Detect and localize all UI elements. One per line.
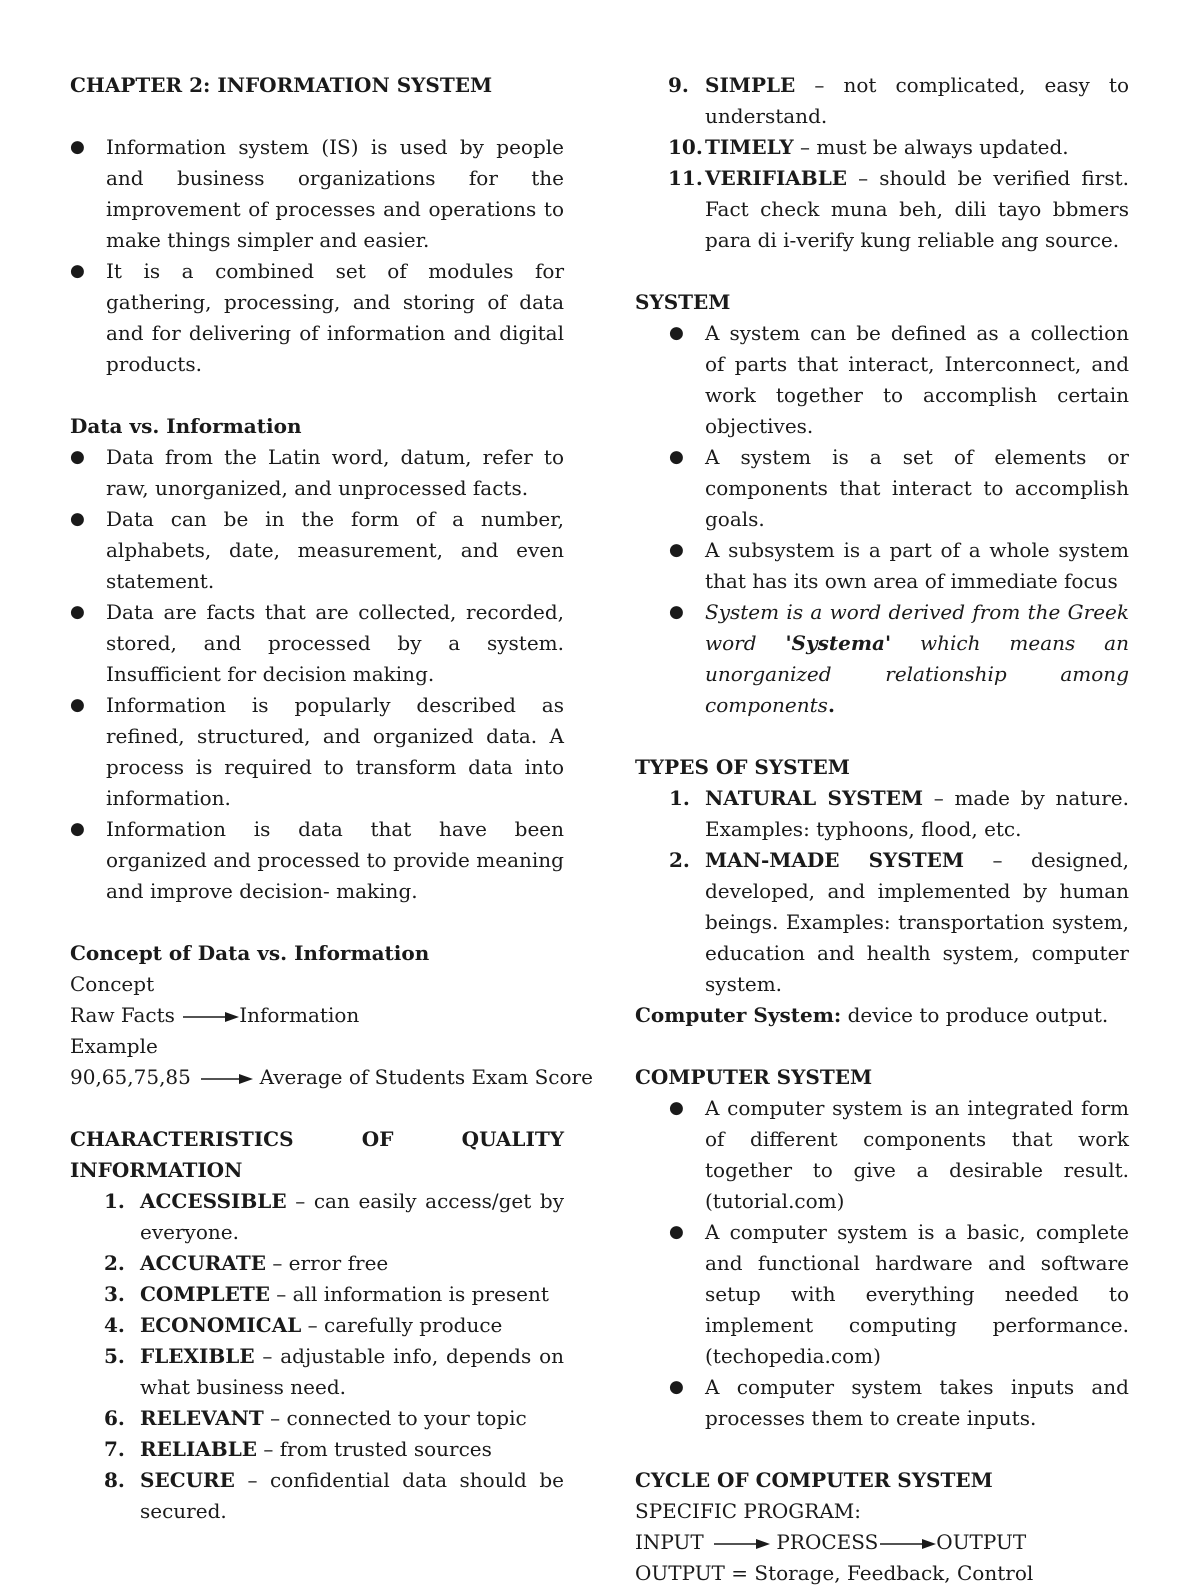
- list-item-text: which means an unorganized relationship among components: [705, 631, 1129, 717]
- information-label: Information: [239, 1003, 360, 1027]
- input-label: INPUT: [635, 1530, 704, 1554]
- example-values: 90,65,75,85: [70, 1065, 191, 1089]
- item-number: 8.: [104, 1468, 125, 1492]
- chapter-title: CHAPTER 2: INFORMATION SYSTEM: [70, 73, 493, 97]
- item-desc: – error free: [265, 1251, 389, 1275]
- item-desc: – made by nature. Examples: typhoons, flood, etc.: [705, 786, 1129, 841]
- right-arrow-icon: [710, 1538, 770, 1550]
- example-result: Average of Students Exam Score: [259, 1065, 593, 1089]
- item-number: 7.: [104, 1437, 125, 1461]
- bullet-icon: ●: [70, 695, 85, 715]
- left-column: [70, 70, 593, 1527]
- list-item: [635, 1217, 1129, 1372]
- quality-heading-word: OF: [361, 1127, 394, 1151]
- raw-facts-label: Raw Facts: [70, 1003, 175, 1027]
- list-item-text: A computer system is an integrated form of different components that work together to give a desirable result. (tutorial.com): [705, 1096, 1129, 1213]
- item-term: ECONOMICAL: [140, 1313, 302, 1337]
- item-desc: – connected to your topic: [263, 1406, 527, 1430]
- list-item-text: Information is data that have been organized and processed to provide meaning and improve decision- making.: [106, 817, 564, 903]
- list-item: [635, 535, 1129, 597]
- list-item: [70, 1310, 564, 1341]
- computer-system-definition: [635, 1000, 1129, 1031]
- bullet-icon: ●: [669, 540, 684, 560]
- data-vs-information-list: [70, 442, 564, 907]
- item-number: 6.: [104, 1406, 125, 1430]
- example-flow: [70, 1062, 593, 1093]
- item-number: 11.: [668, 166, 703, 190]
- cycle-flow: [635, 1527, 1129, 1558]
- list-item-text: Data can be in the form of a number, alphabets, date, measurement, and even statement.: [106, 507, 564, 593]
- item-term: RELEVANT: [140, 1406, 264, 1430]
- system-heading: SYSTEM: [635, 290, 731, 314]
- list-item: [70, 1279, 564, 1310]
- quality-list: [70, 1186, 564, 1527]
- list-item: [635, 132, 1129, 163]
- greek-word: 'Systema': [785, 631, 892, 655]
- types-heading: TYPES OF SYSTEM: [635, 755, 850, 779]
- bullet-icon: ●: [669, 602, 684, 622]
- cycle-heading: CYCLE OF COMPUTER SYSTEM: [635, 1468, 993, 1492]
- quality-heading-word: CHARACTERISTICS: [70, 1127, 294, 1151]
- item-term: COMPLETE: [140, 1282, 270, 1306]
- computer-system-heading: COMPUTER SYSTEM: [635, 1065, 873, 1089]
- list-item: [70, 132, 564, 256]
- quality-heading-line1: [70, 1124, 564, 1155]
- list-item-text: Information is popularly described as refined, structured, and organized data. A process is required to transform data into information.: [106, 693, 564, 810]
- bullet-icon: ●: [669, 1377, 684, 1397]
- list-item: [635, 783, 1129, 845]
- list-item: [70, 1403, 564, 1434]
- list-item-text: A computer system is a basic, complete and functional hardware and software setup with everything needed to implement computing performance. (techopedia.com): [705, 1220, 1129, 1368]
- item-term: RELIABLE: [140, 1437, 258, 1461]
- item-term: FLEXIBLE: [140, 1344, 255, 1368]
- item-desc: – should be verified first. Fact check muna beh, dili tayo bbmers para di i-verify kung reliable ang source.: [705, 166, 1129, 252]
- list-item: [70, 1465, 564, 1527]
- list-item: [70, 1434, 564, 1465]
- quality-list-continued: [635, 70, 1129, 256]
- list-item-text: A computer system takes inputs and processes them to create inputs.: [705, 1375, 1129, 1430]
- list-item: [635, 597, 1129, 721]
- item-number: 5.: [104, 1344, 125, 1368]
- item-number: 10.: [668, 135, 703, 159]
- bullet-icon: ●: [669, 323, 684, 343]
- list-item: [635, 70, 1129, 132]
- right-arrow-icon: [878, 1538, 936, 1550]
- process-label: PROCESS: [776, 1530, 879, 1554]
- item-term: NATURAL SYSTEM: [705, 786, 923, 810]
- item-desc: – not complicated, easy to understand.: [705, 73, 1129, 128]
- list-item-text: Data are facts that are collected, recorded, stored, and processed by a system. Insufficient for decision making.: [106, 600, 564, 686]
- list-item: [70, 690, 564, 814]
- output-definition: OUTPUT = Storage, Feedback, Control: [635, 1561, 1034, 1585]
- list-item: [70, 597, 564, 690]
- item-desc: – must be always updated.: [793, 135, 1069, 159]
- list-item-text: Data from the Latin word, datum, refer to raw, unorganized, and unprocessed facts.: [106, 445, 564, 500]
- bullet-icon: ●: [70, 261, 85, 281]
- right-column: [635, 70, 1129, 1589]
- bullet-icon: ●: [70, 819, 85, 839]
- list-item: [635, 845, 1129, 1000]
- list-item: [70, 1186, 564, 1248]
- list-item: [635, 1093, 1129, 1217]
- quality-heading-word: QUALITY: [461, 1127, 564, 1151]
- list-item: [70, 442, 564, 504]
- item-term: ACCURATE: [140, 1251, 266, 1275]
- data-vs-information-heading: Data vs. Information: [70, 414, 302, 438]
- list-item: [635, 442, 1129, 535]
- item-desc: – from trusted sources: [257, 1437, 492, 1461]
- item-number: 9.: [668, 73, 689, 97]
- intro-bullet-list: [70, 132, 564, 380]
- list-item: [70, 256, 564, 380]
- list-item-text: Information system (IS) is used by people and business organizations for the improvement of processes and operations to make things simpler and easier.: [106, 135, 564, 252]
- types-list: [635, 783, 1129, 1000]
- right-arrow-icon: [181, 1011, 239, 1023]
- bullet-icon: ●: [70, 509, 85, 529]
- item-number: 2.: [669, 848, 690, 872]
- list-item-text: A system is a set of elements or components that interact to accomplish goals.: [705, 445, 1129, 531]
- list-item: [70, 504, 564, 597]
- bullet-icon: ●: [669, 1222, 684, 1242]
- quality-heading-line2: INFORMATION: [70, 1158, 243, 1182]
- bullet-icon: ●: [70, 137, 85, 157]
- bullet-icon: ●: [669, 447, 684, 467]
- item-desc: – adjustable info, depends on what business need.: [140, 1344, 564, 1399]
- item-desc: – all information is present: [269, 1282, 549, 1306]
- system-list: [635, 318, 1129, 721]
- item-number: 2.: [104, 1251, 125, 1275]
- list-item-period: .: [827, 693, 835, 717]
- bullet-icon: ●: [70, 447, 85, 467]
- item-term: VERIFIABLE: [705, 166, 848, 190]
- item-desc: – designed, developed, and implemented by human beings. Examples: transportation system, education and health system, computer system.: [705, 848, 1129, 996]
- list-item: [70, 1248, 564, 1279]
- item-number: 4.: [104, 1313, 125, 1337]
- list-item: [70, 814, 564, 907]
- computer-system-list: [635, 1093, 1129, 1434]
- list-item-text: A subsystem is a part of a whole system that has its own area of immediate focus: [705, 538, 1129, 593]
- list-item: [635, 1372, 1129, 1434]
- example-label: Example: [70, 1034, 158, 1058]
- concept-flow: [70, 1000, 564, 1031]
- specific-program-label: SPECIFIC PROGRAM:: [635, 1499, 862, 1523]
- list-item: [635, 163, 1129, 256]
- item-term: MAN-MADE SYSTEM: [705, 848, 965, 872]
- item-desc: – confidential data should be secured.: [140, 1468, 564, 1523]
- item-term: ACCESSIBLE: [140, 1189, 287, 1213]
- right-arrow-icon: [197, 1073, 253, 1085]
- item-number: 3.: [104, 1282, 125, 1306]
- concept-label: Concept: [70, 972, 155, 996]
- list-item: [635, 318, 1129, 442]
- item-term: SIMPLE: [705, 73, 796, 97]
- list-item-text: It is a combined set of modules for gathering, processing, and storing of data and for delivering of information and digital products.: [106, 259, 564, 376]
- item-term: TIMELY: [705, 135, 794, 159]
- definition-term: Computer System:: [635, 1003, 842, 1027]
- definition-text: device to produce output.: [841, 1003, 1109, 1027]
- item-term: SECURE: [140, 1468, 235, 1492]
- item-desc: – can easily access/get by everyone.: [140, 1189, 564, 1244]
- list-item-text: System is a word derived from the Greek word: [705, 600, 1129, 655]
- concept-heading: Concept of Data vs. Information: [70, 941, 430, 965]
- output-label: OUTPUT: [936, 1530, 1027, 1554]
- item-number: 1.: [104, 1189, 125, 1213]
- bullet-icon: ●: [669, 1098, 684, 1118]
- item-number: 1.: [669, 786, 690, 810]
- bullet-icon: ●: [70, 602, 85, 622]
- item-desc: – carefully produce: [301, 1313, 503, 1337]
- list-item-text: A system can be defined as a collection of parts that interact, Interconnect, and work together to accomplish certain objectives.: [705, 321, 1129, 438]
- list-item: [70, 1341, 564, 1403]
